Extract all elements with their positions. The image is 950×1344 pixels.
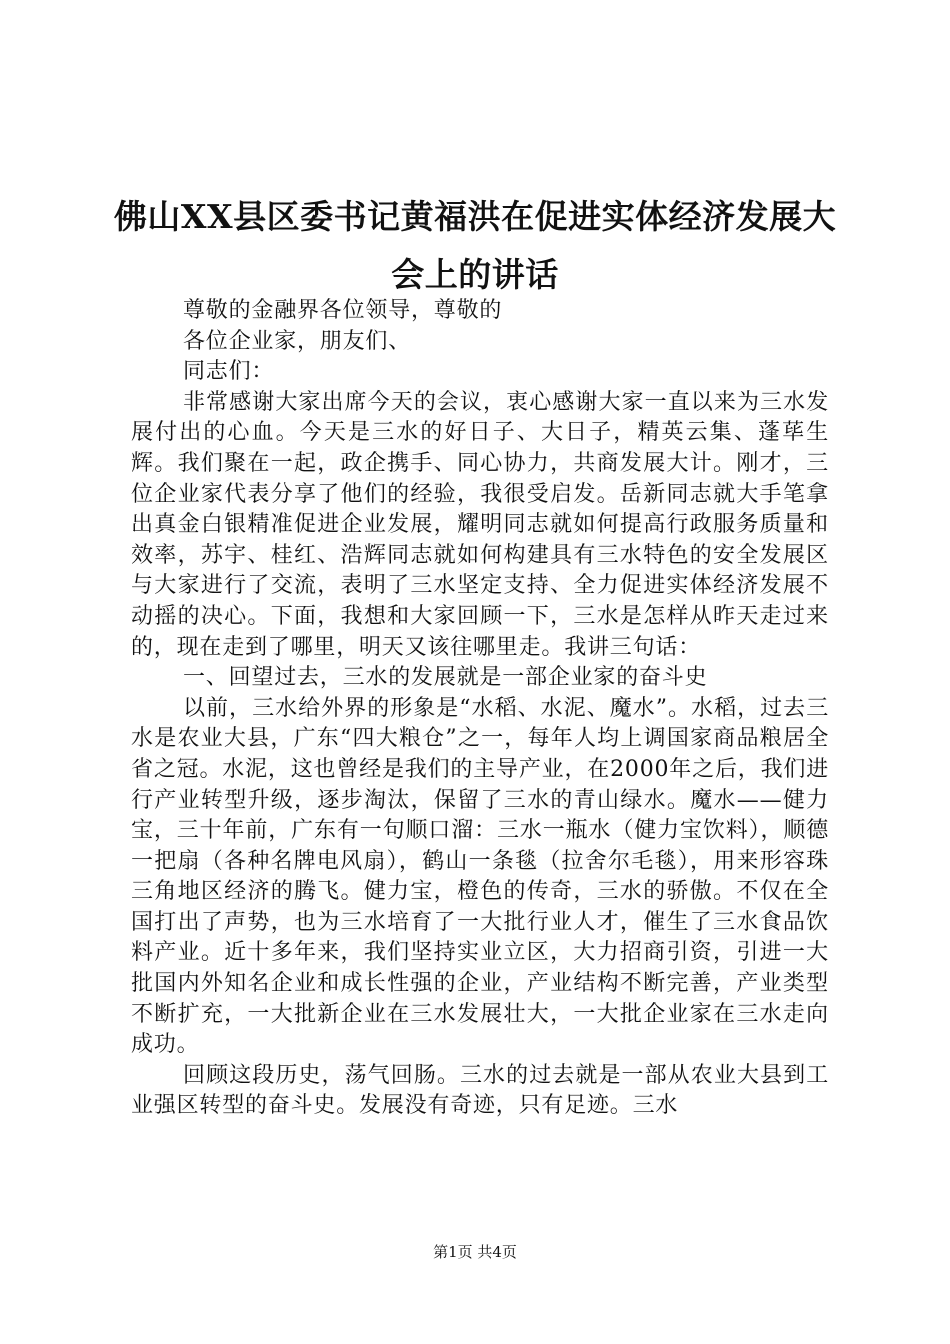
section-heading-1: 一、回望过去，三水的发展就是一部企业家的奋斗史 <box>183 665 708 691</box>
document-title: 佛山XX县区委书记黄福洪在促进实体经济发展大会上的讲话 <box>113 197 837 294</box>
page-number-footer: 第1页 共4页 <box>433 1243 517 1261</box>
paragraph-review: 回顾这段历史，荡气回肠。三水的过去就是一部从农业大县到工业强区转型的奋斗史。发展没有奇迹，只有足迹。三水 <box>131 1062 829 1119</box>
paragraph-opening: 非常感谢大家出席今天的会议，衷心感谢大家一直以来为三水发展付出的心血。今天是三水的好日子、大日子，精英云集、蓬荜生辉。我们聚在一起，政企携手、同心协力，共商发展大计。刚才，三位企业家代表分享了他们的经验，我很受启发。岳新同志就大手笔拿出真金白银精准促进企业发展，耀明同志就如何提高行政服务质量和效率，苏宇、桂红、浩辉同志就如何构建具有三水特色的安全发展区与大家进行了交流，表明了三水坚定支持、全力促进实体经济发展不动摇的决心。下面，我想和大家回顾一下，三水是怎样从昨天走过来的，现在走到了哪里，明天又该往哪里走。我讲三句话： <box>131 389 829 660</box>
salutation-line-3: 同志们： <box>183 359 275 385</box>
salutation-line-1: 尊敬的金融界各位领导，尊敬的 <box>183 298 503 323</box>
paragraph-history: 以前，三水给外界的形象是“水稻、水泥、魔水”。水稻，过去三水是农业大县，广东“四大粮仓”之一，每年人均上调国家商品粮居全省之冠。水泥，这也曾经是我们的主导产业，在2000年之后，我们进行产业转型升级，逐步淘汰，保留了三水的青山绿水。魔水——健力宝，三十年前，广东有一句顺口溜：三水一瓶水（健力宝饮料），顺德一把扇（各种名牌电风扇），鹤山一条毯（拉舍尔毛毯），用来形容珠三角地区经济的腾飞。健力宝，橙色的传奇，三水的骄傲。不仅在全国打出了声势，也为三水培育了一大批行业人才，催生了三水食品饮料产业。近十多年来，我们坚持实业立区，大力招商引资，引进一大批国内外知名企业和成长性强的企业，产业结构不断完善，产业类型不断扩充，一大批新企业在三水发展壮大，一大批企业家在三水走向成功。 <box>131 695 829 1058</box>
document-body <box>131 296 829 1122</box>
salutation-line-2: 各位企业家，朋友们、 <box>183 328 412 354</box>
